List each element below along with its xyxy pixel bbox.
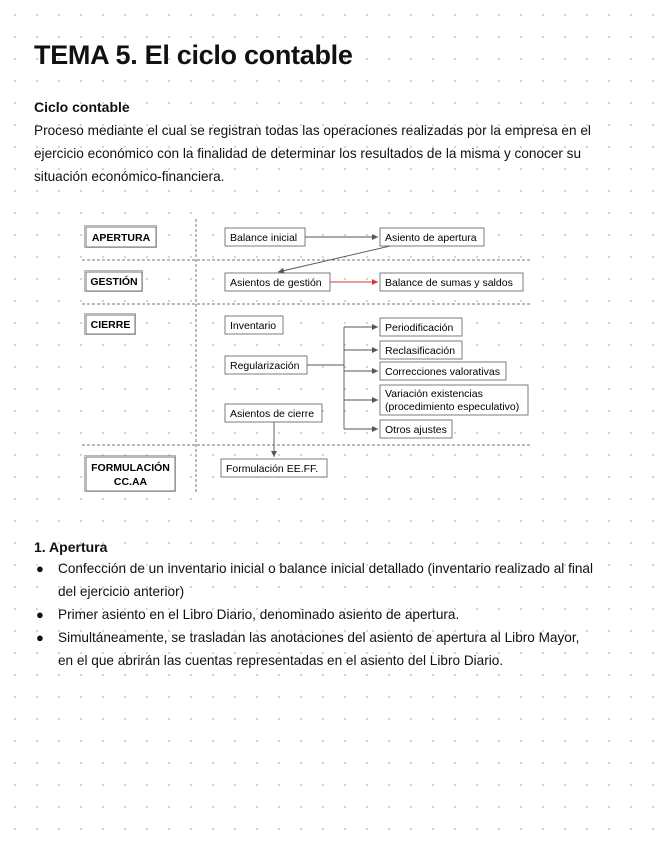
bullet-icon: ● bbox=[36, 630, 44, 645]
node-variacion bbox=[380, 385, 528, 415]
bullet-icon: ● bbox=[36, 561, 44, 576]
definition-line: Proceso mediante el cual se registran todas las operaciones realizadas por la empresa en el bbox=[34, 123, 591, 138]
apertura-heading: 1. Apertura bbox=[34, 539, 108, 555]
list-item: ● Confección de un inventario inicial o balance inicial detallado (inventario realizado al final del ejercicio anterior) bbox=[34, 557, 624, 603]
node-correcciones bbox=[380, 362, 506, 380]
phase-cierre-label: CIERRE bbox=[90, 319, 131, 331]
node-label: Correcciones valorativas bbox=[385, 366, 500, 378]
arrow bbox=[278, 246, 390, 272]
node-formulacion-eeff bbox=[221, 459, 327, 477]
node-regularizacion bbox=[225, 356, 307, 374]
node-label: Periodificación bbox=[385, 322, 454, 334]
node-balance-sumas bbox=[380, 273, 523, 291]
phase-formulacion-label: CC.AA bbox=[113, 476, 148, 488]
node-reclasificacion bbox=[380, 341, 462, 359]
node-otros-ajustes bbox=[380, 420, 452, 438]
definition-line: situación económico-financiera. bbox=[34, 169, 225, 184]
phase-gestion bbox=[85, 271, 143, 292]
phase-gestion-label: GESTIÓN bbox=[90, 276, 138, 288]
node-label: Balance de sumas y saldos bbox=[385, 277, 513, 289]
node-label: Variación existencias bbox=[385, 388, 483, 400]
phase-formulacion bbox=[85, 456, 176, 492]
node-label: Balance inicial bbox=[230, 232, 298, 244]
node-asientos-cierre bbox=[225, 404, 322, 422]
apertura-bullet-list bbox=[34, 557, 624, 672]
node-label: Formulación EE.FF. bbox=[226, 463, 319, 475]
node-inventario bbox=[225, 316, 283, 334]
phase-formulacion-label: FORMULACIÓN bbox=[91, 462, 170, 474]
node-label: Otros ajustes bbox=[385, 424, 447, 436]
node-asientos-gestion bbox=[225, 273, 330, 291]
list-item: ● Primer asiento en el Libro Diario, denominado asiento de apertura. bbox=[34, 603, 624, 626]
definition-line: ejercicio económico con la finalidad de determinar los resultados de la misma y conocer su bbox=[34, 146, 582, 161]
bullet-icon: ● bbox=[36, 607, 44, 622]
page-title: TEMA 5. El ciclo contable bbox=[34, 40, 353, 70]
node-balance-inicial bbox=[225, 228, 305, 246]
list-item: ● Simultáneamente, se trasladan las anotaciones del asiento de apertura al Libro Mayor, en el que abrirán las cuentas representadas en el asiento del Libro Diario. bbox=[34, 626, 624, 672]
phase-apertura-label: APERTURA bbox=[91, 232, 151, 244]
phase-cierre bbox=[85, 314, 136, 335]
node-label: Reclasificación bbox=[385, 345, 456, 357]
definition-heading: Ciclo contable bbox=[34, 99, 130, 115]
node-label: (procedimiento especulativo) bbox=[385, 401, 520, 413]
node-label: Asientos de gestión bbox=[230, 277, 322, 289]
node-label: Regularización bbox=[230, 360, 300, 372]
node-periodificacion bbox=[380, 318, 462, 336]
node-label: Asientos de cierre bbox=[230, 408, 315, 420]
phase-apertura bbox=[85, 226, 157, 248]
node-label: Asiento de apertura bbox=[385, 232, 477, 244]
node-label: Inventario bbox=[230, 320, 277, 332]
node-asiento-apertura bbox=[380, 228, 484, 246]
